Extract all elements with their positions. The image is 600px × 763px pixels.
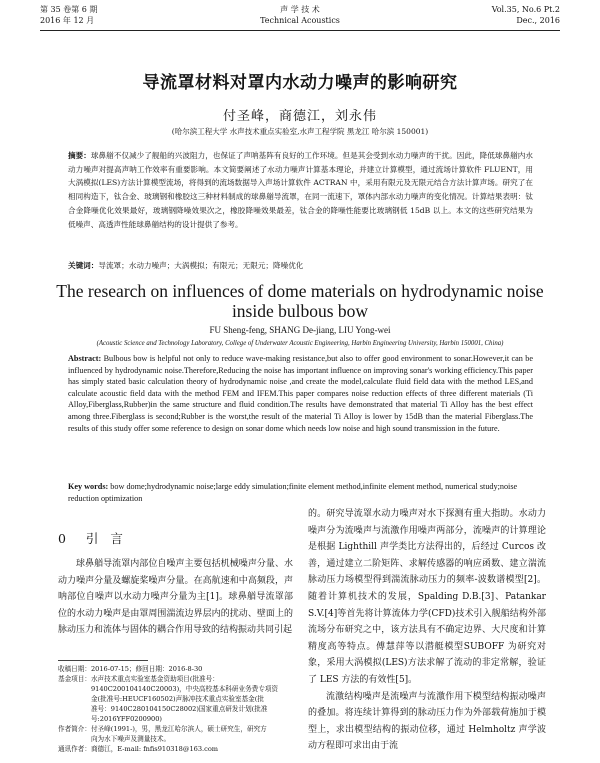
journal-name-cn: 声 学 技 术 — [280, 5, 320, 14]
footnote-line: 付圣峰(1991-)，男，黑龙江哈尔滨人，硕士研究生，研究方 — [90, 725, 267, 733]
footnotes — [58, 664, 294, 754]
authors-en: FU Sheng-feng, SHANG De-jiang, LIU Yong-wei — [209, 325, 391, 335]
paper-title-cn: 导流罩材料对罩内水动力噪声的影响研究 — [142, 73, 458, 93]
keywords-en-label: Key words: — [68, 482, 109, 491]
footnote-corresponding — [58, 744, 294, 754]
abstract-en-label: Abstract: — [68, 354, 102, 363]
footnote-line: 金(批准号:HEUCF160502)声脉冲技术重点实验室基金(批 — [90, 695, 264, 703]
keywords-en-text: bow dome;hydrodynamic noise;large eddy simulation;finite element method,infinite element method, numerical study;noise reduction optimization — [68, 482, 518, 503]
footnote-line: 商德江，E-mail: fnfis910318@163.com — [90, 745, 219, 753]
keywords-en — [68, 481, 533, 504]
abstract-en — [68, 353, 533, 434]
footnote-author-bio — [58, 724, 294, 744]
footnote-funding — [58, 674, 294, 724]
date-cn: 2016 年 12 月 — [40, 16, 95, 25]
footnote-rule — [58, 660, 148, 661]
footnote-line: 9140C200104140C20003)，中央高校基本科研业务费专项资 — [90, 685, 279, 693]
body-paragraph: 流激结构噪声是流噪声与流激作用下模型结构振动噪声的叠加。将连续计算得到的脉动压力作为外部载荷施加于模型上，求出模型结构的振动位移，通过 Helmholtz 声学波动方程即可求出由于流 — [308, 691, 546, 752]
header-right — [492, 4, 560, 26]
affiliation-cn: (哈尔滨工程大学 水声技术重点实验室,水声工程学院 黑龙江 哈尔滨 150001) — [171, 127, 429, 136]
footnote-line: 准号：9140C280104150C28002)国家重点研发计划(批准 — [90, 705, 268, 713]
header-rule — [40, 30, 560, 31]
body-left-column — [58, 556, 293, 639]
date-en: Dec., 2016 — [516, 16, 560, 25]
footnote-label: 基金项目： — [58, 675, 91, 683]
footnote-line: 向为水下噪声及测量技术。 — [90, 735, 171, 743]
volume-issue-cn: 第 35 卷第 6 期 — [40, 5, 98, 14]
section-title: 引 言 — [85, 531, 127, 546]
footnote-line: 2016-07-15；修回日期：2016-8-30 — [90, 665, 203, 673]
authors-cn: 付圣峰，商德江，刘永伟 — [222, 109, 377, 124]
paper-title-en: The research on influences of dome materials on hydrodynamic noise inside bulbous bow — [56, 281, 544, 321]
footnote-label: 作者简介： — [58, 725, 91, 733]
section-heading — [58, 529, 127, 547]
running-header — [40, 4, 560, 30]
abstract-cn — [68, 149, 533, 231]
keywords-cn — [68, 259, 533, 272]
body-right-column — [308, 506, 546, 755]
keywords-cn-text: 导流罩；水动力噪声；大涡模拟；有限元；无限元；降噪优化 — [98, 261, 304, 270]
footnote-received — [58, 664, 294, 674]
abstract-cn-text: 球鼻艏不仅减少了舰船的兴波阻力，也保证了声呐基阵有良好的工作环境。但是其会受到水动力噪声的干扰。因此，降低球鼻艏内水动力噪声对提高声呐工作效率有重要影响。本文简要阐述了水动力噪声计算基本理论，并建立计算模型，通过流场计算软件 FLUENT，用大涡模拟(LES)方法计算模型流场，将得到的流场数据导入声场计算软件 ACTRAN 中，采用有限元及无限元结合方法计算声场。研究了在相同构造下，钛合金、玻璃钢和橡胶这三种材料制成的球鼻艏导流罩，在同一流速下，罩体内部水动力噪声的变化情况。计算结果表明：钛合金降噪优化效果最好，玻璃钢降噪效果次之，橡胶降噪效果最差，钛合金的降噪性能要比玻璃钢低 15dB 以上。本文的这些研究结果为低噪声、高透声性能球鼻艏结构的设计提供了参考。 — [68, 151, 533, 229]
body-paragraph: 的。研究导流罩水动力噪声对水下探测有重大指助。水动力噪声分为流噪声与流激作用噪声两部分，流噪声的计算理论是根据 Lighthill 声学类比方法得出的，后经过 Curcos 改善，通过建立二阶矩阵、求解传感器的响应函数、建立湍流脉动压力场模型得到湍流脉动压力的频率-波数谱模型[2]。随着计算机技术的发展，Spalding D.B.[3]、Patankar S.V.[4]等首先将计算流体力学(CFD)技术引入舰船结构外部流场分布研究之中，该方法具有不确定边界、大尺度和计算精度高等特点。傅慧萍等以潜艇模型SUBOFF 为研究对象，采用大涡模拟(LES)方法求解了流动的非定常解，验证了 LES 方法的有效性[5]。 — [308, 509, 546, 685]
keywords-cn-label: 关键词： — [68, 261, 99, 270]
abstract-cn-label: 摘要： — [68, 151, 91, 160]
footnote-label: 收稿日期： — [58, 665, 91, 673]
header-center — [40, 4, 560, 26]
footnote-line: 号:2016YFF0200900) — [90, 715, 163, 723]
journal-name-en: Technical Acoustics — [260, 16, 340, 25]
affiliation-en: (Acoustic Science and Technology Laboratory, College of Underwater Acoustic Engineering, Harbin Engineering University, Harbin 150001, China) — [96, 340, 504, 347]
abstract-en-text: Bulbous bow is helpful not only to reduce wave-making resistance,but also to offer good environment to sonar.However,it can be influenced by hydrodynamic noise.Therefore,Reducing the noise has important influence on improving sonar's working efficiency.This paper has simply stated basic calculation theory of hydrodynamic noise ,and create the model,calculate fluid field data with the method LES,and calculate acoustic field data with the method FEM and IFEM.This paper compares noise reduction effects of three different materials (Ti Alloy,Fiberglass,Rubber)in the same structure and fluid condition.The results have demonstrated that material Ti Alloy has the best effect among three.Fiberglass is second;Rubber is the worst,the result of the material Ti Alloy is lower by 15dB than the material Fiberglass.The results of this study offer some reference to design on sonar dome which needs low noise and high sound transmission in the future. — [68, 354, 534, 433]
footnote-line: 水声技术重点实验室基金资助项目(批准号： — [90, 675, 219, 683]
volume-issue-en: Vol.35, No.6 Pt.2 — [491, 5, 560, 14]
section-number: 0 — [58, 531, 70, 546]
body-paragraph: 球鼻艏导流罩内部位自噪声主要包括机械噪声分量、水动力噪声分量及螺旋桨噪声分量。在高航速和中高频段，声呐部位自噪声以水动力噪声分量为主[1]。球鼻艏导流罩部位的水动力噪声是由罩周围湍流边界层内的扰动、壁面上的脉动压力和流体与固体的耦合作用导致的结构振动共同引起 — [58, 559, 293, 636]
footnote-label: 通讯作者： — [58, 745, 91, 753]
